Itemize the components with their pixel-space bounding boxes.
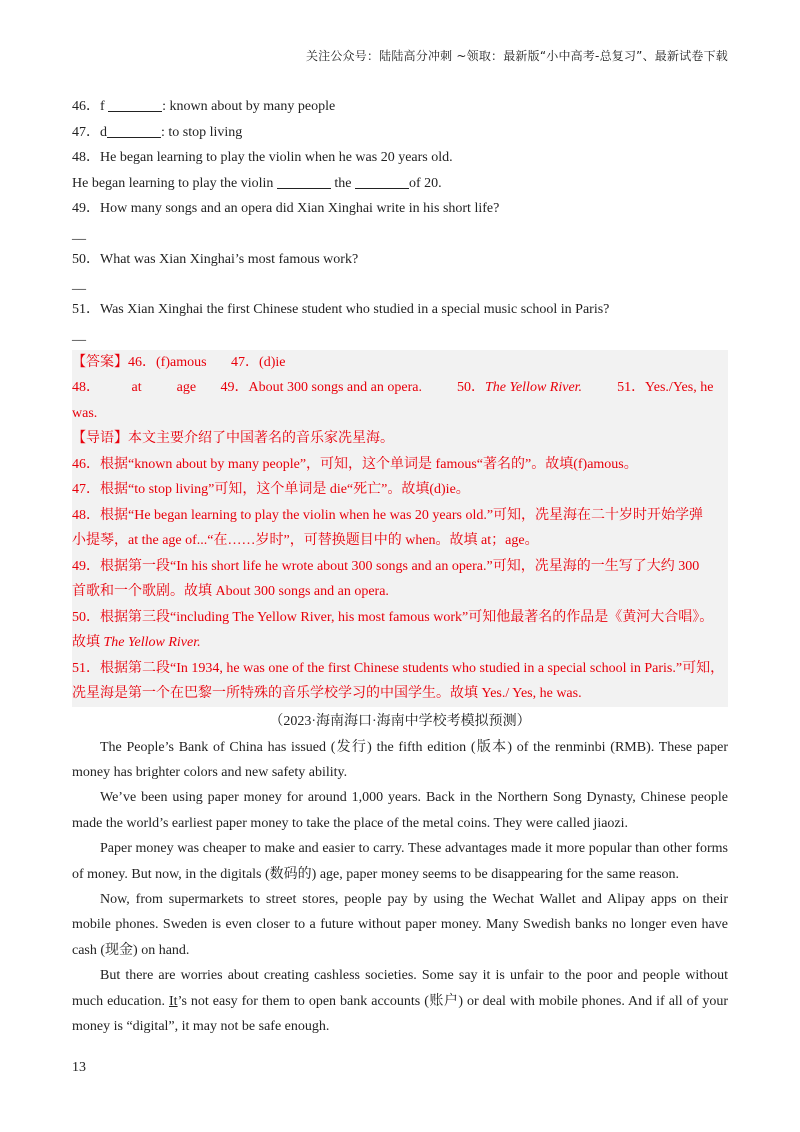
explanation-51-cont: 冼星海是第一个在巴黎一所特殊的音乐学校学习的中国学生。故填 Yes./ Yes, he was. bbox=[72, 686, 582, 701]
answer-key-box bbox=[72, 350, 728, 707]
question-47-text: : to stop living bbox=[161, 124, 243, 140]
answer-line-3: was. bbox=[72, 405, 98, 421]
answer-blank bbox=[355, 174, 409, 189]
question-46 bbox=[72, 94, 728, 120]
passage-source: （2023·海南海口·海南中学校考模拟预测） bbox=[269, 713, 531, 729]
answer-line: __ bbox=[72, 327, 86, 343]
answer-text-italic: The Yellow River. bbox=[484, 380, 583, 395]
question-51: 51．Was Xian Xinghai the first Chinese student who studied in a special music school in Paris? bbox=[72, 302, 610, 317]
question-46-prefix: 46．f bbox=[72, 99, 109, 114]
page-header: 关注公众号：陆陆高分冲刺 ~领取：最新版“小中高考-总复习”、最新试卷下载 bbox=[305, 49, 728, 63]
page-number: 13 bbox=[72, 1060, 86, 1075]
question-47-prefix: 47．d bbox=[72, 124, 107, 140]
answer-text: 51．Yes./Yes, he bbox=[582, 380, 714, 395]
answer-line-1: 【答案】46．(f)amous 47．(d)ie bbox=[72, 354, 286, 370]
answer-text: 故填 bbox=[72, 635, 104, 650]
explanation-48-cont: 小提琴，at the age of...“在……岁时”，可替换题目中的 when。故填 at；age。 bbox=[72, 533, 539, 548]
explanation-50: 50．根据第三段“including The Yellow River, his most famous work”可知他最著名的作品是《黄河大合唱》。 bbox=[72, 609, 714, 625]
explanation-49-cont: 首歌和一个歌剧。故填 About 300 songs and an opera. bbox=[72, 584, 389, 599]
question-47 bbox=[72, 120, 728, 146]
passage-paragraph-1: The People’s Bank of China has issued (发行) the fifth edition (版本) of the renminbi (RMB). These paper money has brighter colors and new safety ability. bbox=[72, 739, 728, 780]
question-48-rewrite-part: He began learning to play the violin bbox=[72, 175, 277, 191]
answer-text-italic: The Yellow River. bbox=[103, 635, 201, 650]
passage-paragraph-5 bbox=[72, 963, 728, 1039]
answer-blank bbox=[108, 97, 162, 112]
passage-paragraph-3: Paper money was cheaper to make and easier to carry. These advantages made it more popular than other forms of money. But now, in the digitals (数码的) age, paper money seems to be disappearing for the same reason. bbox=[72, 841, 728, 882]
question-48-rewrite bbox=[72, 171, 728, 197]
answer-text: 48． at age 49．About 300 songs and an opera. 50． bbox=[72, 380, 485, 395]
answer-blank bbox=[107, 123, 161, 138]
explanation-46: 46．根据“known about by many people”，可知，这个单词是 famous“著名的”。故填(f)amous。 bbox=[72, 456, 638, 472]
explanation-48: 48．根据“He began learning to play the violin when he was 20 years old.”可知，冼星海在二十岁时开始学弹 bbox=[72, 507, 704, 523]
answer-line: __ bbox=[72, 277, 86, 292]
explanation-47: 47．根据“to stop living”可知，这个单词是 die“死亡”。故填(d)ie。 bbox=[72, 482, 470, 497]
passage-paragraph-2: We’ve been using paper money for around 1,000 years. Back in the Northern Song Dynasty, Chinese people made the world’s earliest paper money to take the place of the metal coins. They were called jiaozi. bbox=[72, 790, 728, 831]
answer-line-2 bbox=[72, 375, 728, 401]
question-48-rewrite-part: the bbox=[330, 175, 355, 191]
guide-line: 【导语】本文主要介绍了中国著名的音乐家冼星海。 bbox=[72, 431, 394, 446]
question-48: 48．He began learning to play the violin when he was 20 years old. bbox=[72, 150, 453, 165]
question-49: 49．How many songs and an opera did Xian Xinghai write in his short life? bbox=[72, 201, 500, 216]
passage-text: ’s not easy for them to open bank accounts (账户) or deal with mobile phones. And if all of your money is “digital”, it may not be safe enough. bbox=[72, 993, 728, 1034]
document-body bbox=[72, 94, 728, 1039]
passage-paragraph-4: Now, from supermarkets to street stores, people pay by using the Wechat Wallet and Alipay apps on their mobile phones. Sweden is even closer to a future without paper money. Many Swedish banks no longer even have cash (现金) on hand. bbox=[72, 891, 728, 958]
answer-blank bbox=[277, 174, 331, 189]
passage-text: But there are worries about creating cashless societies. Some say it is unfair to the poor and people without much education. bbox=[72, 968, 728, 1009]
explanation-49: 49．根据第一段“In his short life he wrote about 300 songs and an opera.”可知，冼星海的一生写了大约 300 bbox=[72, 558, 700, 574]
underlined-word: It bbox=[169, 993, 178, 1009]
question-48-rewrite-part: of 20. bbox=[409, 175, 442, 191]
question-50: 50．What was Xian Xinghai’s most famous work? bbox=[72, 251, 359, 267]
explanation-50-cont bbox=[72, 630, 728, 656]
explanation-51: 51．根据第二段“In 1934, he was one of the first Chinese students who studied in a special school in Paris.”可知， bbox=[72, 660, 725, 676]
question-46-text: : known about by many people bbox=[162, 99, 336, 114]
answer-line: __ bbox=[72, 226, 86, 242]
